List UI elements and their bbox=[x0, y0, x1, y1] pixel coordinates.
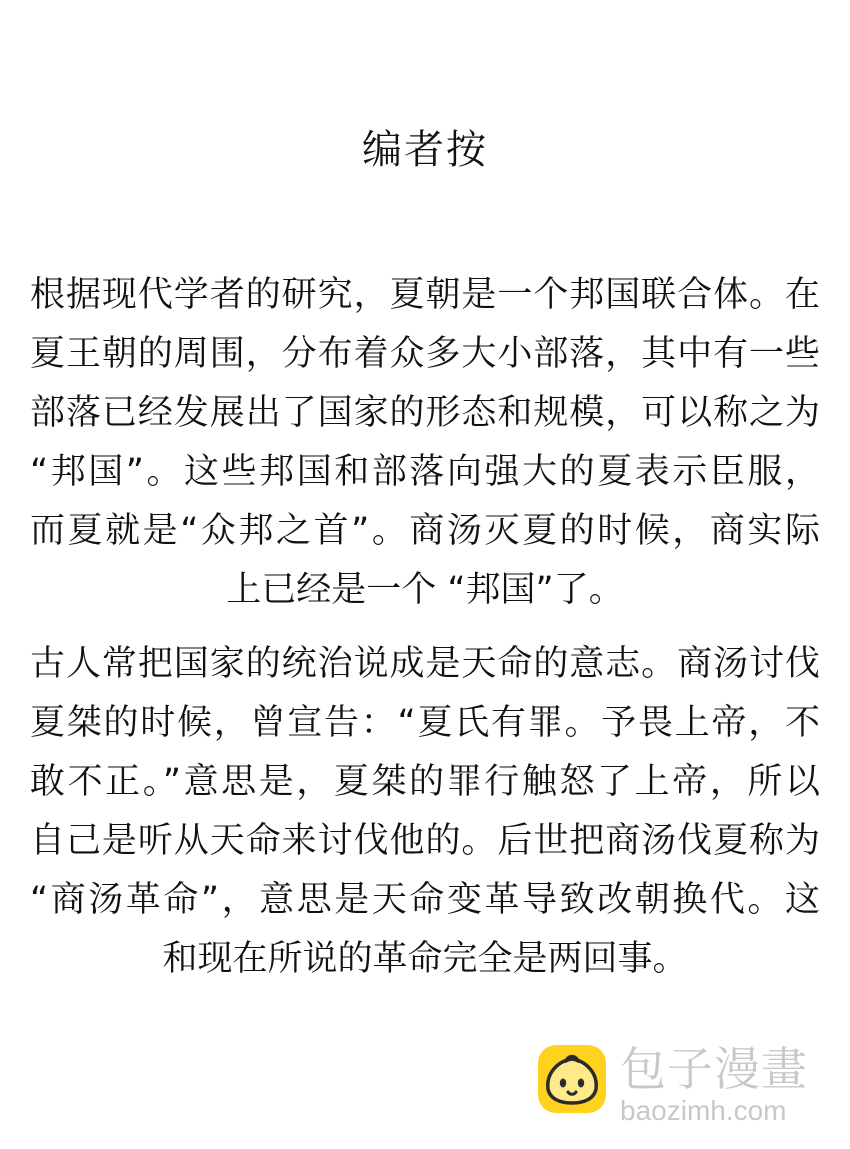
paragraph-line: 和现在所说的革命完全是两回事。 bbox=[162, 939, 688, 979]
page-title: 编者按 bbox=[362, 127, 488, 173]
paragraph-line: 古人常把国家的统治说成是天命的意志。商汤讨伐 bbox=[30, 644, 820, 684]
paragraph-line: 自己是听从天命来讨伐他的。后世把商汤伐夏称为 bbox=[30, 821, 820, 861]
paragraph-line: 根据现代学者的研究，夏朝是一个邦国联合体。在 bbox=[30, 275, 820, 315]
watermark-name: 包子漫畫 bbox=[620, 1042, 808, 1096]
paragraph-line: “商汤革命”，意思是天命变革导致改朝换代。这 bbox=[30, 880, 820, 920]
watermark bbox=[536, 1043, 828, 1129]
paragraph-line: 敢不正。”意思是，夏桀的罪行触怒了上帝，所以 bbox=[30, 762, 820, 802]
paragraph-1 bbox=[30, 266, 820, 620]
paragraph-line: 部落已经发展出了国家的形态和规模，可以称之为 bbox=[30, 393, 820, 433]
paragraph-line: 而夏就是“众邦之首”。商汤灭夏的时候，商实际 bbox=[30, 511, 820, 551]
paragraph-2 bbox=[30, 635, 820, 989]
paragraph-line: “邦国”。这些邦国和部落向强大的夏表示臣服， bbox=[30, 452, 820, 492]
bun-mascot-icon bbox=[536, 1043, 608, 1115]
watermark-url: baozimh.com bbox=[620, 1095, 787, 1126]
paragraph-line: 夏王朝的周围，分布着众多大小部落，其中有一些 bbox=[30, 334, 820, 374]
paragraph-line: 夏桀的时候，曾宣告：“夏氏有罪。予畏上帝，不 bbox=[30, 703, 820, 743]
paragraph-line: 上已经是一个 “邦国”了。 bbox=[226, 570, 624, 610]
